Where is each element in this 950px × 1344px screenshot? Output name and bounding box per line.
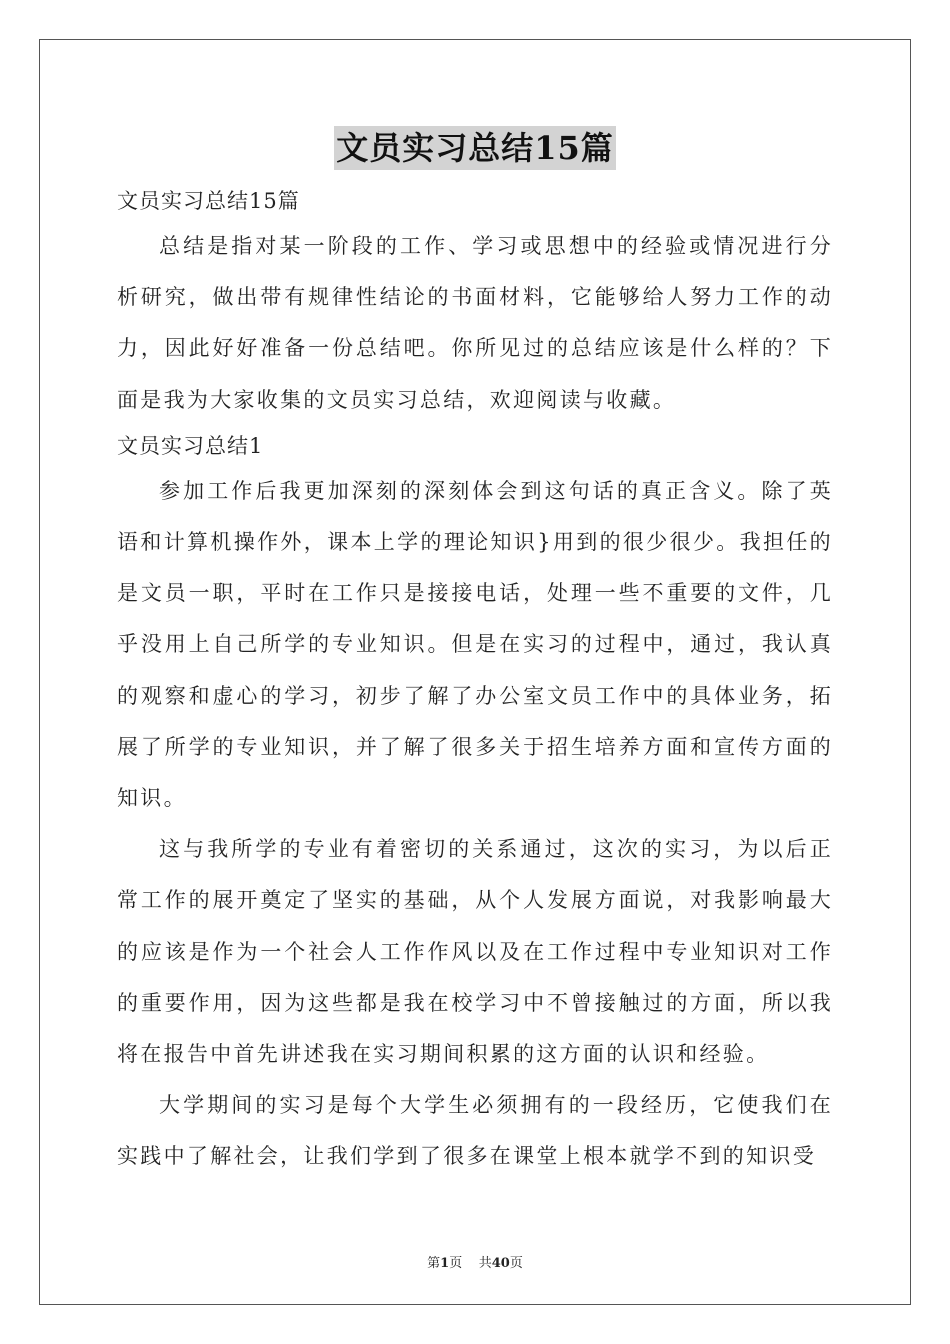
document-title: 文员实习总结15篇	[334, 126, 616, 170]
body-paragraph-1: 参加工作后我更加深刻的深刻体会到这句话的真正含义。除了英语和计算机操作外，课本上学的理论知识}用到的很少很少。我担任的是文员一职，平时在工作只是接接电话，处理一些不重要的文件，几乎没用上自己所学的专业知识。但是在实习的过程中，通过，我认真的观察和虚心的学习，初步了解了办公室文员工作中的具体业务，拓展了所学的专业知识，并了解了很多关于招生培养方面和宣传方面的知识。	[117, 478, 833, 811]
page-suffix: 页	[449, 1256, 463, 1271]
page-prefix: 第	[427, 1256, 441, 1271]
body-paragraph-2: 这与我所学的专业有着密切的关系通过，这次的实习，为以后正常工作的展开奠定了坚实的基础，从个人发展方面说，对我影响最大的应该是作为一个社会人工作作风以及在工作过程中专业知识对工作的重要作用，因为这些都是我在校学习中不曾接触过的方面，所以我将在报告中首先讲述我在实习期间积累的这方面的认识和经验。	[117, 837, 833, 1067]
body-paragraph-3: 大学期间的实习是每个大学生必须拥有的一段经历，它使我们在实践中了解社会，让我们学到了很多在课堂上根本就学不到的知识受	[117, 1093, 833, 1169]
section-heading: 文员实习总结1	[117, 433, 264, 458]
title-container	[0, 126, 950, 170]
document-body	[117, 181, 833, 1183]
total-suffix: 页	[509, 1256, 523, 1271]
total-prefix: 共	[478, 1256, 492, 1271]
page-total: 40	[491, 1256, 510, 1271]
document-subtitle: 文员实习总结15篇	[117, 189, 300, 213]
intro-paragraph: 总结是指对某一阶段的工作、学习或思想中的经验或情况进行分析研究，做出带有规律性结论的书面材料，它能够给人努力工作的动力，因此好好准备一份总结吧。你所见过的总结应该是什么样的？下面是我为大家收集的文员实习总结，欢迎阅读与收藏。	[117, 234, 833, 412]
page-current: 1	[440, 1256, 450, 1271]
page-footer	[0, 1252, 950, 1271]
